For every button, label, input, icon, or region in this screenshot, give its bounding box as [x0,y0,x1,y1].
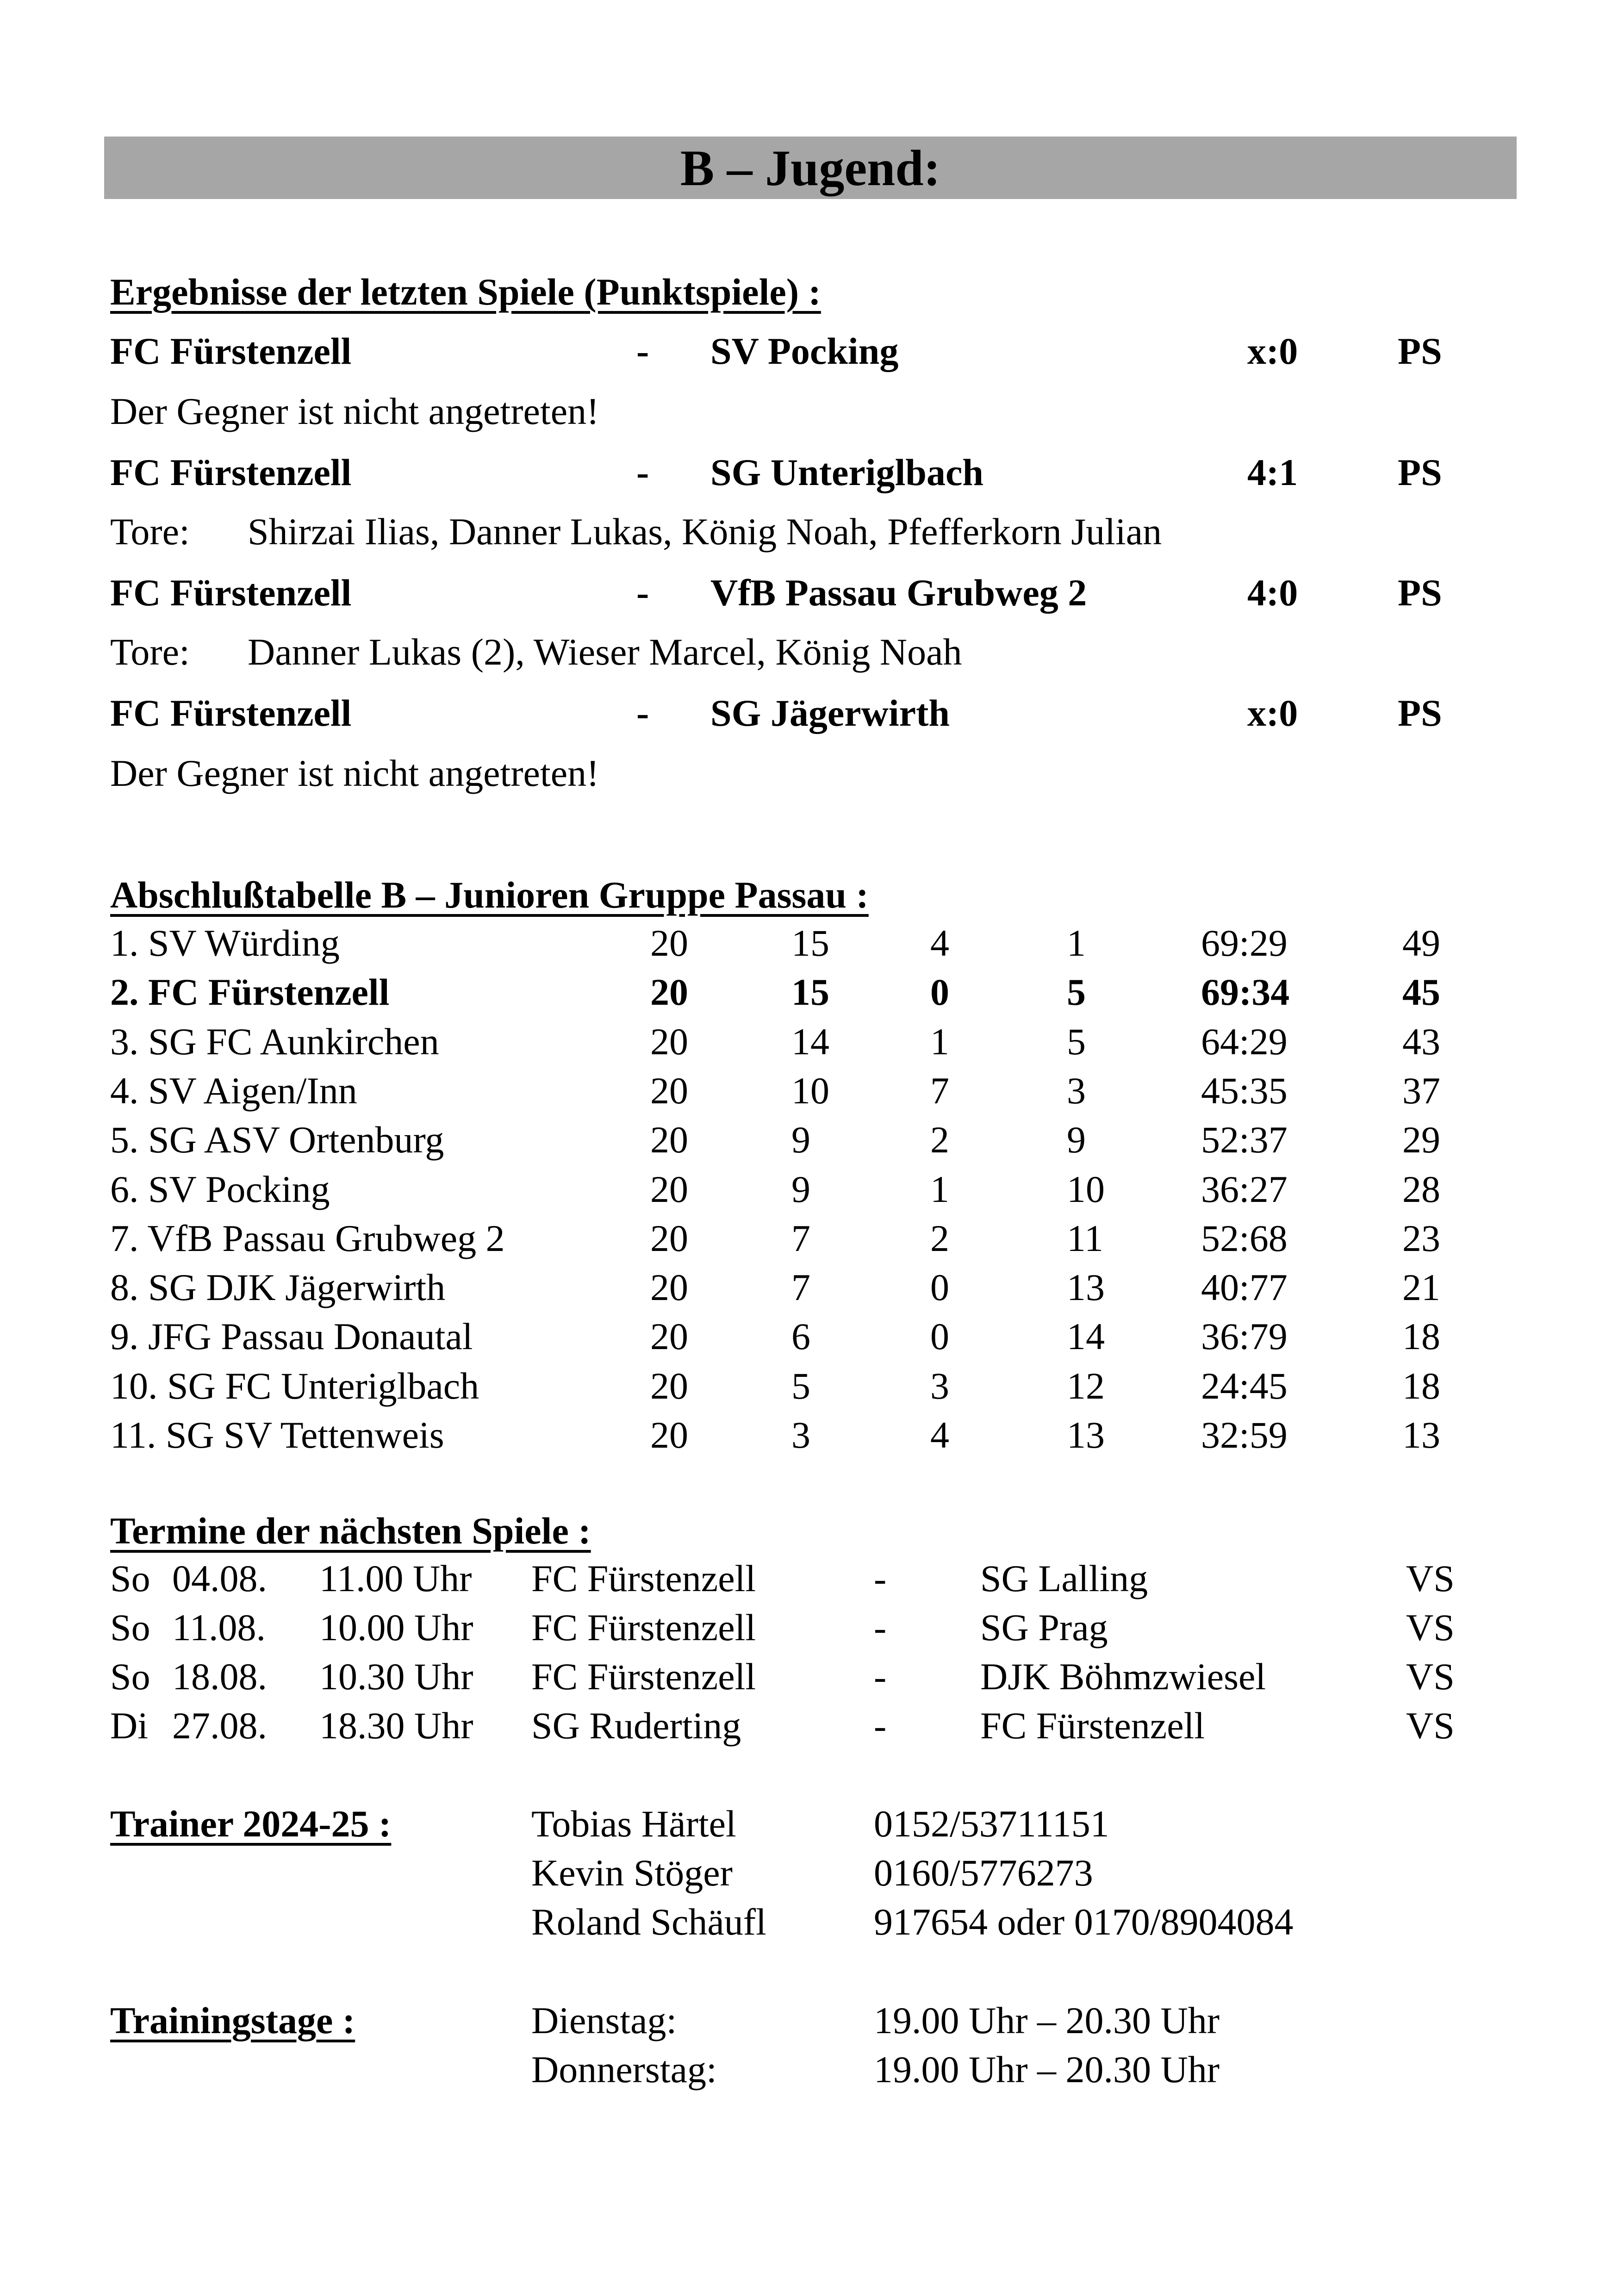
table-lost: 5 [1067,1020,1086,1063]
table-lost: 5 [1067,971,1086,1014]
schedule-row [0,1707,1618,1758]
trainer-row [0,1903,1618,1954]
schedule-day: So [110,1606,150,1649]
table-lost: 10 [1067,1168,1105,1210]
table-won: 15 [791,922,829,964]
table-row [0,1266,1618,1319]
table-goals: 36:27 [1201,1168,1288,1210]
table-goals: 52:68 [1201,1217,1288,1259]
table-games: 20 [650,1315,688,1358]
table-lost: 14 [1067,1315,1105,1358]
schedule-date: 18.08. [172,1655,267,1698]
table-games: 20 [650,1364,688,1407]
result-note: Der Gegner ist nicht angetreten! [110,390,599,432]
table-won: 9 [791,1168,810,1210]
trainer-phone: 917654 oder 0170/8904084 [874,1901,1294,1943]
result-row [0,451,1618,504]
schedule-day: Di [110,1705,148,1747]
table-won: 3 [791,1414,810,1456]
schedule-row [0,1557,1618,1611]
result-type: PS [1398,692,1442,734]
table-row [0,1020,1618,1074]
table-won: 7 [791,1266,810,1309]
table-goals: 52:37 [1201,1119,1288,1161]
table-games: 20 [650,1414,688,1456]
result-separator: - [636,692,649,734]
table-points: 18 [1402,1315,1440,1358]
schedule-away: SG Prag [980,1606,1108,1649]
table-won: 7 [791,1217,810,1259]
result-row [0,332,1618,383]
result-score: 4:1 [1247,451,1298,493]
schedule-home: SG Ruderting [531,1705,741,1747]
table-games: 20 [650,1217,688,1259]
result-separator: - [636,572,649,614]
schedule-row [0,1606,1618,1660]
table-lost: 3 [1067,1069,1086,1112]
table-team: 8. SG DJK Jägerwirth [110,1266,446,1309]
table-goals: 24:45 [1201,1364,1288,1407]
schedule-separator: - [874,1606,887,1649]
schedule-home: FC Fürstenzell [531,1655,756,1698]
result-type: PS [1398,330,1442,372]
table-won: 9 [791,1119,810,1161]
table-team: 11. SG SV Tettenweis [110,1414,444,1456]
schedule-away: SG Lalling [980,1557,1148,1599]
schedule-away: FC Fürstenzell [980,1705,1205,1747]
table-draw: 2 [930,1217,949,1259]
table-lost: 11 [1067,1217,1103,1259]
scorers-label: Tore: [110,631,190,673]
trainer-row [0,1805,1618,1856]
table-draw: 1 [930,1168,949,1210]
table-goals: 32:59 [1201,1414,1288,1456]
table-lost: 13 [1067,1266,1105,1309]
table-lost: 1 [1067,922,1086,964]
table-team: 1. SV Würding [110,922,340,964]
schedule-time: 10.00 Uhr [319,1606,473,1649]
table-row [0,1121,1618,1172]
table-points: 37 [1402,1069,1440,1112]
trainer-name: Kevin Stöger [531,1852,733,1894]
table-draw: 2 [930,1119,949,1161]
table-points: 21 [1402,1266,1440,1309]
schedule-type: VS [1406,1655,1455,1698]
schedule-day: So [110,1557,150,1599]
result-separator: - [636,330,649,372]
table-games: 20 [650,1168,688,1210]
training-day: Dienstag: [531,1999,677,2041]
result-home: FC Fürstenzell [110,692,352,734]
table-points: 49 [1402,922,1440,964]
table-games: 20 [650,971,688,1014]
table-team: 5. SG ASV Ortenburg [110,1119,444,1161]
schedule-type: VS [1406,1557,1455,1599]
training-time: 19.00 Uhr – 20.30 Uhr [874,1999,1220,2041]
table-draw: 1 [930,1020,949,1063]
result-scorers-row [0,633,1618,684]
schedule-time: 11.00 Uhr [319,1557,472,1599]
table-draw: 4 [930,922,949,964]
schedule-separator: - [874,1705,887,1747]
result-scorers-row [0,510,1618,564]
table-points: 13 [1402,1414,1440,1456]
table-team: 6. SV Pocking [110,1168,330,1210]
table-team: 9. JFG Passau Donautal [110,1315,473,1358]
table-team: 7. VfB Passau Grubweg 2 [110,1217,505,1259]
table-goals: 64:29 [1201,1020,1288,1063]
result-away: VfB Passau Grubweg 2 [710,572,1087,614]
result-score: x:0 [1247,692,1298,734]
table-won: 15 [791,971,829,1014]
table-goals: 69:29 [1201,922,1288,964]
table-lost: 9 [1067,1119,1086,1161]
table-goals: 45:35 [1201,1069,1288,1112]
table-row [0,1170,1618,1221]
table-row [0,1315,1618,1369]
table-draw: 4 [930,1414,949,1456]
table-draw: 3 [930,1364,949,1407]
schedule-date: 27.08. [172,1705,267,1747]
table-games: 20 [650,1266,688,1309]
table-draw: 0 [930,1315,949,1358]
table-row [0,1217,1618,1270]
schedule-home: FC Fürstenzell [531,1557,756,1599]
page-title: B – Jugend: [680,139,941,196]
table-points: 43 [1402,1020,1440,1063]
table-won: 14 [791,1020,829,1063]
trainer-row [0,1854,1618,1905]
result-row [0,694,1618,745]
schedule-date: 11.08. [172,1606,266,1649]
table-row [0,924,1618,975]
scorers-list: Danner Lukas (2), Wieser Marcel, König Noah [248,631,962,673]
table-team: 10. SG FC Unteriglbach [110,1364,479,1407]
schedule-away: DJK Böhmzwiesel [980,1655,1266,1698]
table-points: 18 [1402,1364,1440,1407]
table-team: 4. SV Aigen/Inn [110,1069,357,1112]
result-type: PS [1398,572,1442,614]
table-lost: 13 [1067,1414,1105,1456]
table-draw: 0 [930,971,949,1014]
trainer-phone: 0160/5776273 [874,1852,1093,1894]
result-away: SV Pocking [710,330,899,372]
trainers-heading: Trainer 2024-25 : [110,1803,392,1845]
training-row [0,1999,1618,2053]
table-heading: Abschlußtabelle B – Junioren Gruppe Passau : [110,874,869,916]
schedule-date: 04.08. [172,1557,267,1599]
schedule-heading: Termine der nächsten Spiele : [110,1510,591,1552]
result-score: x:0 [1247,330,1298,372]
schedule-day: So [110,1655,150,1698]
table-points: 29 [1402,1119,1440,1161]
table-draw: 7 [930,1069,949,1112]
result-home: FC Fürstenzell [110,572,352,614]
result-row [0,574,1618,625]
table-games: 20 [650,1069,688,1112]
table-team: 3. SG FC Aunkirchen [110,1020,439,1063]
schedule-time: 10.30 Uhr [319,1655,473,1698]
table-row [0,1416,1618,1467]
table-points: 45 [1402,971,1440,1014]
scorers-label: Tore: [110,510,190,553]
result-note: Der Gegner ist nicht angetreten! [110,752,599,794]
table-goals: 69:34 [1201,971,1290,1014]
trainer-name: Roland Schäufl [531,1901,766,1943]
schedule-time: 18.30 Uhr [319,1705,473,1747]
training-heading: Trainingstage : [110,1999,355,2041]
training-day: Donnerstag: [531,2048,717,2091]
trainer-phone: 0152/53711151 [874,1803,1109,1845]
table-points: 28 [1402,1168,1440,1210]
table-goals: 40:77 [1201,1266,1288,1309]
page-title-banner [104,137,1517,199]
schedule-separator: - [874,1557,887,1599]
schedule-home: FC Fürstenzell [531,1606,756,1649]
table-games: 20 [650,1119,688,1161]
table-row [0,973,1618,1024]
table-team: 2. FC Fürstenzell [110,971,390,1014]
table-won: 5 [791,1364,810,1407]
table-row [0,1364,1618,1418]
result-away: SG Jägerwirth [710,692,950,734]
table-lost: 12 [1067,1364,1105,1407]
result-score: 4:0 [1247,572,1298,614]
result-type: PS [1398,451,1442,493]
schedule-type: VS [1406,1705,1455,1747]
table-won: 6 [791,1315,810,1358]
result-home: FC Fürstenzell [110,330,352,372]
schedule-type: VS [1406,1606,1455,1649]
table-goals: 36:79 [1201,1315,1288,1358]
table-draw: 0 [930,1266,949,1309]
schedule-separator: - [874,1655,887,1698]
training-time: 19.00 Uhr – 20.30 Uhr [874,2048,1220,2091]
training-row [0,2048,1618,2102]
result-away: SG Unteriglbach [710,451,983,493]
schedule-row [0,1655,1618,1709]
table-row [0,1069,1618,1123]
table-games: 20 [650,1020,688,1063]
results-heading: Ergebnisse der letzten Spiele (Punktspiele) : [110,271,821,313]
table-games: 20 [650,922,688,964]
scorers-list: Shirzai Ilias, Danner Lukas, König Noah, Pfefferkorn Julian [248,510,1162,553]
result-home: FC Fürstenzell [110,451,352,493]
table-won: 10 [791,1069,829,1112]
trainer-name: Tobias Härtel [531,1803,736,1845]
result-separator: - [636,451,649,493]
table-points: 23 [1402,1217,1440,1259]
